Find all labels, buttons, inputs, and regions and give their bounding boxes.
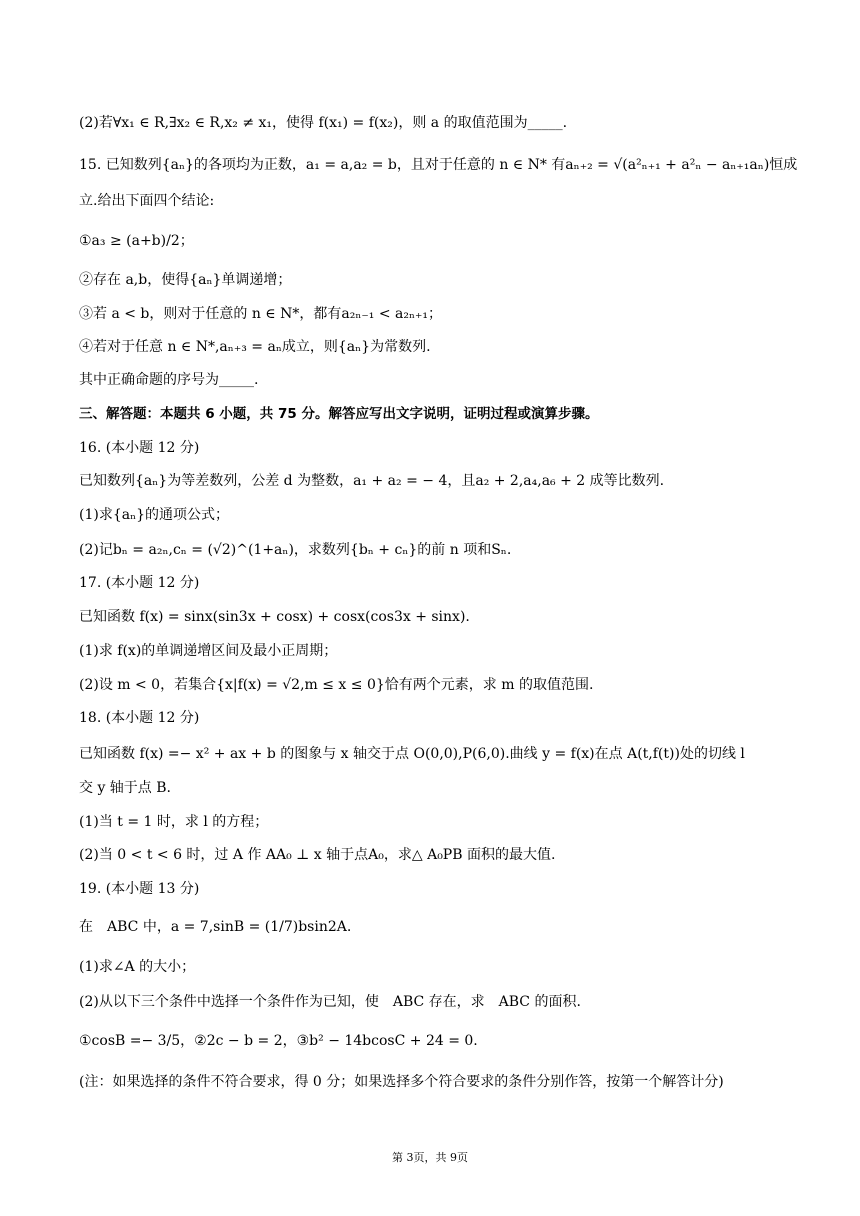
q16-stem: 已知数列{aₙ}为等差数列，公差 d 为整数，a₁ + a₂ = − 4，且a₂ + 2,a₄,a₆ + 2 成等比数列.: [79, 473, 665, 489]
q17-header: 17. (本小题 12 分): [79, 575, 200, 591]
q19-note: (注：如果选择的条件不符合要求，得 0 分；如果选择多个符合要求的条件分别作答，按第一个解答计分): [79, 1074, 724, 1090]
q19-header: 19. (本小题 13 分): [79, 881, 200, 897]
q16-header: 16. (本小题 12 分): [79, 440, 200, 456]
q19-stem: 在 ABC 中，a = 7,sinB = (1/7)bsin2A.: [79, 919, 352, 935]
q17-stem: 已知函数 f(x) = sinx(sin3x + cosx) + cosx(cos3x + sinx).: [79, 609, 470, 625]
q18-stem-cont: 交 y 轴于点 B.: [79, 780, 171, 796]
q15-conclusion-4: ④若对于任意 n ∈ N*,aₙ₊₃ = aₙ成立，则{aₙ}为常数列.: [79, 339, 431, 355]
section-heading: 三、解答题：本题共 6 小题，共 75 分。解答应写出文字说明，证明过程或演算步骤。: [79, 406, 599, 422]
q16-part2: (2)记bₙ = a₂ₙ,cₙ = (√2)^(1+aₙ)，求数列{bₙ + cₙ}的前 n 项和Sₙ.: [79, 542, 512, 558]
q15-conclusion-2: ②存在 a,b，使得{aₙ}单调递增；: [79, 272, 292, 288]
q15-stem-cont: 立.给出下面四个结论:: [79, 193, 215, 209]
q18-part1: (1)当 t = 1 时，求 l 的方程；: [79, 814, 269, 830]
q14-part2: (2)若∀x₁ ∈ R,∃x₂ ∈ R,x₂ ≠ x₁，使得 f(x₁) = f(x₂)，则 a 的取值范围为_____.: [79, 115, 568, 131]
q19-part1: (1)求∠A 的大小；: [79, 959, 196, 975]
q15-conclusion-3: ③若 a < b，则对于任意的 n ∈ N*，都有a₂ₙ₋₁ < a₂ₙ₊₁；: [79, 306, 443, 322]
q15-stem: 15. 已知数列{aₙ}的各项均为正数，a₁ = a,a₂ = b，且对于任意的 n ∈ N* 有aₙ₊₂ = √(a²ₙ₊₁ + a²ₙ − aₙ₊₁aₙ)恒成: [79, 157, 798, 173]
q19-part2: (2)从以下三个条件中选择一个条件作为已知，使 ABC 存在，求 ABC 的面积.: [79, 994, 581, 1010]
q18-header: 18. (本小题 12 分): [79, 710, 200, 726]
q18-stem: 已知函数 f(x) =− x² + ax + b 的图象与 x 轴交于点 O(0,0),P(6,0).曲线 y = f(x)在点 A(t,f(t))处的切线 l: [79, 746, 745, 762]
q17-part1: (1)求 f(x)的单调递增区间及最小正周期；: [79, 643, 338, 659]
q15-answer-prompt: 其中正确命题的序号为_____.: [79, 372, 259, 388]
q17-part2: (2)设 m < 0，若集合{x|f(x) = √2,m ≤ x ≤ 0}恰有两个元素，求 m 的取值范围.: [79, 677, 594, 693]
page-footer: 第 3页，共 9页: [392, 1151, 468, 1164]
q15-conclusion-1: ①a₃ ≥ (a+b)/2；: [79, 233, 194, 249]
q19-conditions: ①cosB =− 3/5，②2c − b = 2，③b² − 14bcosC + 24 = 0.: [79, 1033, 478, 1049]
q16-part1: (1)求{aₙ}的通项公式；: [79, 507, 230, 523]
q18-part2: (2)当 0 < t < 6 时，过 A 作 AA₀ ⊥ x 轴于点A₀，求△ A₀PB 面积的最大值.: [79, 847, 556, 863]
